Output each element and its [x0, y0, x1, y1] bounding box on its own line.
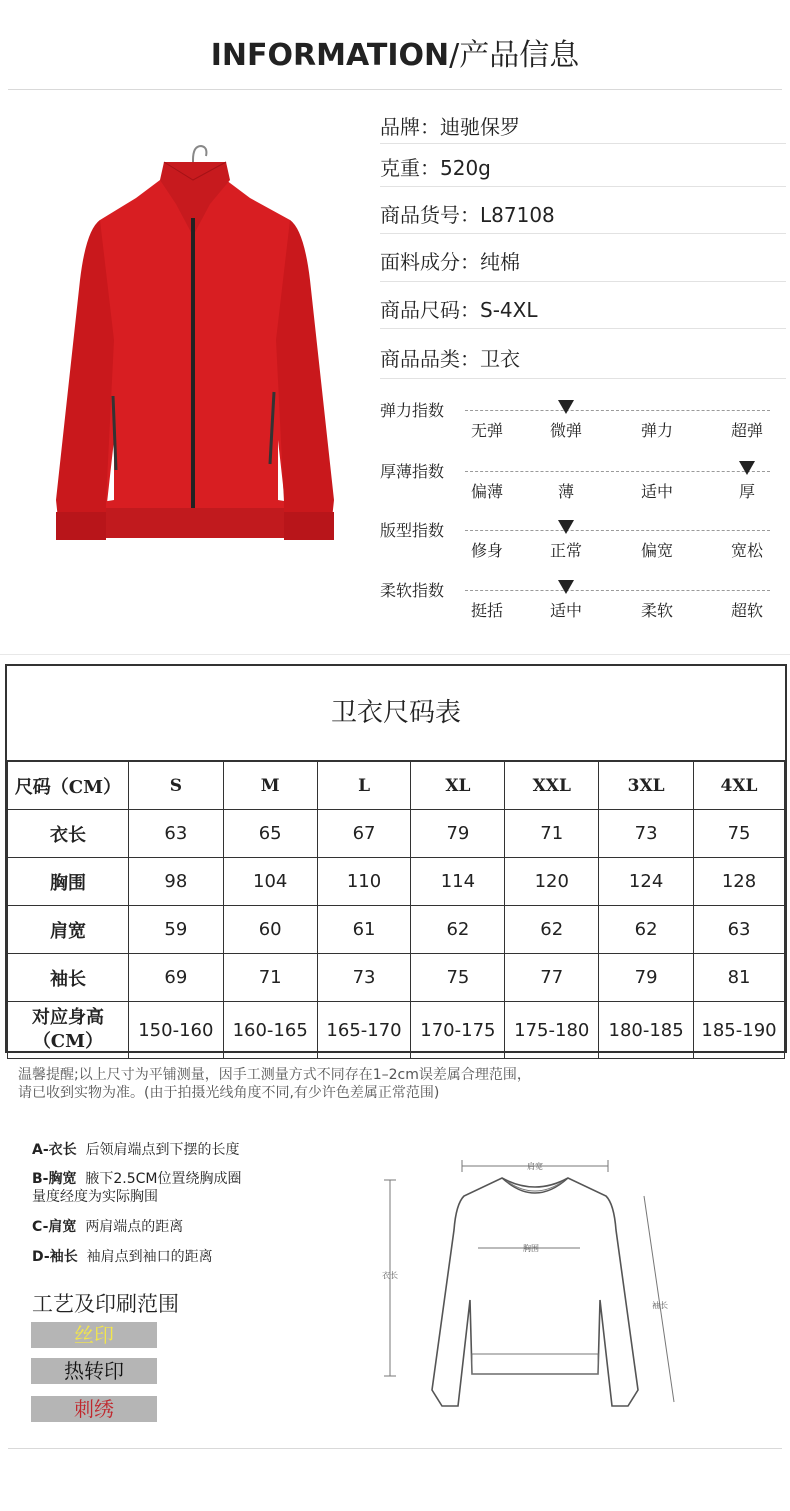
table-cell: 75	[694, 810, 785, 858]
table-cell: 75	[411, 954, 505, 1002]
table-cell: 71	[223, 954, 317, 1002]
table-cell: 110	[317, 858, 411, 906]
size-header-label: 尺码（CM）	[8, 762, 129, 810]
table-cell: 98	[128, 858, 223, 906]
index-option: 厚	[738, 482, 755, 501]
index-option: 弹力	[640, 421, 673, 440]
index-scale-line	[465, 590, 770, 591]
index-selected-marker	[558, 400, 574, 414]
size-header-cell: 3XL	[599, 762, 694, 810]
measure-desc: 两肩端点的距离	[85, 1219, 184, 1235]
size-header-cell: M	[223, 762, 317, 810]
table-cell: 104	[223, 858, 317, 906]
index-label: 厚薄指数	[380, 462, 445, 481]
index-option: 柔软	[640, 601, 673, 620]
table-cell: 65	[223, 810, 317, 858]
measure-key: D-袖长	[32, 1249, 78, 1265]
measure-key: A-衣长	[32, 1142, 77, 1158]
index-label: 弹力指数	[380, 401, 445, 420]
index-scale-line	[465, 410, 770, 411]
index-option: 宽松	[730, 541, 763, 560]
size-header-cell: XL	[411, 762, 505, 810]
table-cell: 71	[505, 810, 599, 858]
info-divider	[380, 378, 786, 379]
size-header-cell: 4XL	[694, 762, 785, 810]
info-divider	[380, 233, 786, 234]
info-brand: 品牌：迪驰保罗	[380, 115, 520, 139]
table-cell: 114	[411, 858, 505, 906]
table-cell: 165-170	[317, 1002, 411, 1059]
index-option: 无弹	[470, 421, 503, 440]
table-cell: 170-175	[411, 1002, 505, 1059]
craft-label: 热转印	[64, 1359, 124, 1383]
title-en: INFORMATION	[210, 38, 450, 73]
table-cell: 128	[694, 858, 785, 906]
index-scale-line	[465, 530, 770, 531]
height-row	[8, 1002, 785, 1059]
index-selected-marker	[558, 520, 574, 534]
size-table	[5, 664, 787, 1053]
measure-desc-2: 量度经度为实际胸围	[32, 1189, 158, 1205]
size-grid	[7, 761, 785, 1059]
table-cell: 150-160	[128, 1002, 223, 1059]
row-header: 袖长	[8, 954, 129, 1002]
row-header: 胸围	[8, 858, 129, 906]
info-sku: 商品货号：L87108	[380, 203, 555, 227]
row-header: 衣长	[8, 810, 129, 858]
index-option: 偏宽	[640, 541, 673, 560]
size-header-cell: S	[128, 762, 223, 810]
diagram-length-label: 衣长	[382, 1271, 398, 1280]
index-option: 偏薄	[470, 482, 503, 501]
measure-item-shoulder	[32, 1218, 302, 1236]
product-image	[50, 140, 340, 550]
measure-desc: 后领肩端点到下摆的长度	[85, 1142, 240, 1158]
table-cell: 81	[694, 954, 785, 1002]
table-cell: 124	[599, 858, 694, 906]
table-cell: 79	[599, 954, 694, 1002]
size-table-title: 卫衣尺码表	[7, 666, 785, 761]
measure-item-length	[32, 1141, 302, 1159]
measure-item-chest	[32, 1170, 302, 1206]
diagram-chest-label: 胸围	[523, 1244, 539, 1253]
index-option: 挺括	[470, 601, 503, 620]
index-scale-line	[465, 471, 770, 472]
table-cell: 67	[317, 810, 411, 858]
size-header-row	[8, 762, 785, 810]
craft-silk-screen	[31, 1322, 157, 1348]
craft-heat-transfer	[31, 1358, 157, 1384]
table-cell: 69	[128, 954, 223, 1002]
craft-title: 工艺及印刷范围	[32, 1292, 179, 1316]
height-label: 对应身高	[31, 1007, 104, 1028]
table-cell: 60	[223, 906, 317, 954]
table-row	[8, 906, 785, 954]
craft-label: 刺绣	[74, 1397, 114, 1421]
page-title	[0, 30, 790, 74]
section-divider	[0, 654, 790, 655]
title-cn: /产品信息	[449, 38, 580, 73]
row-header: 肩宽	[8, 906, 129, 954]
size-header-cell: L	[317, 762, 411, 810]
table-cell: 180-185	[599, 1002, 694, 1059]
size-header-cell: XXL	[505, 762, 599, 810]
measure-desc: 腋下2.5CM位置绕胸成圈	[85, 1171, 242, 1187]
measure-desc: 袖肩点到袖口的距离	[86, 1249, 213, 1265]
index-label: 版型指数	[380, 521, 445, 540]
measure-item-sleeve	[32, 1248, 302, 1266]
index-option: 微弹	[549, 421, 582, 440]
info-category: 商品品类：卫衣	[380, 347, 520, 371]
diagram-sleeve-label: 袖长	[652, 1301, 668, 1310]
footer-divider	[8, 1448, 782, 1449]
info-size-range: 商品尺码：S-4XL	[380, 298, 538, 322]
index-option: 适中	[640, 482, 673, 501]
index-option: 适中	[549, 601, 582, 620]
index-selected-marker	[558, 580, 574, 594]
measure-key: B-胸宽	[32, 1171, 77, 1187]
table-cell: 63	[694, 906, 785, 954]
index-option: 正常	[549, 541, 582, 560]
index-option: 修身	[470, 541, 503, 560]
table-cell: 59	[128, 906, 223, 954]
table-cell: 120	[505, 858, 599, 906]
height-row-header	[8, 1002, 129, 1059]
header-divider	[8, 89, 782, 90]
measurement-diagram	[370, 1150, 700, 1420]
info-divider	[380, 143, 786, 144]
table-row	[8, 954, 785, 1002]
table-row	[8, 858, 785, 906]
table-cell: 77	[505, 954, 599, 1002]
index-selected-marker	[739, 461, 755, 475]
table-cell: 73	[599, 810, 694, 858]
table-cell: 63	[128, 810, 223, 858]
info-divider	[380, 328, 786, 329]
measurement-tips	[18, 1066, 738, 1102]
index-label: 柔软指数	[380, 581, 445, 600]
index-option: 超软	[730, 601, 763, 620]
index-option: 薄	[557, 482, 574, 501]
info-weight: 克重：520g	[380, 156, 491, 180]
diagram-shoulder-label: 肩宽	[527, 1162, 543, 1171]
tips-line-1: 温馨提醒;以上尺寸为平铺测量，因手工测量方式不同存在1–2cm误差属合理范围，	[18, 1067, 531, 1083]
tips-line-2: 请已收到实物为准。(由于拍摄光线角度不同,有少许色差属正常范围)	[18, 1085, 440, 1101]
table-cell: 185-190	[694, 1002, 785, 1059]
table-cell: 62	[505, 906, 599, 954]
table-cell: 79	[411, 810, 505, 858]
table-cell: 73	[317, 954, 411, 1002]
measure-key: C-肩宽	[32, 1219, 77, 1235]
table-cell: 160-165	[223, 1002, 317, 1059]
info-divider	[380, 186, 786, 187]
index-option: 超弹	[730, 421, 763, 440]
table-cell: 62	[599, 906, 694, 954]
table-cell: 61	[317, 906, 411, 954]
info-divider	[380, 281, 786, 282]
craft-label: 丝印	[74, 1323, 114, 1347]
table-cell: 175-180	[505, 1002, 599, 1059]
table-row	[8, 810, 785, 858]
table-cell: 62	[411, 906, 505, 954]
info-fabric: 面料成分：纯棉	[380, 250, 520, 274]
height-unit: （CM）	[32, 1031, 104, 1052]
craft-embroidery	[31, 1396, 157, 1422]
